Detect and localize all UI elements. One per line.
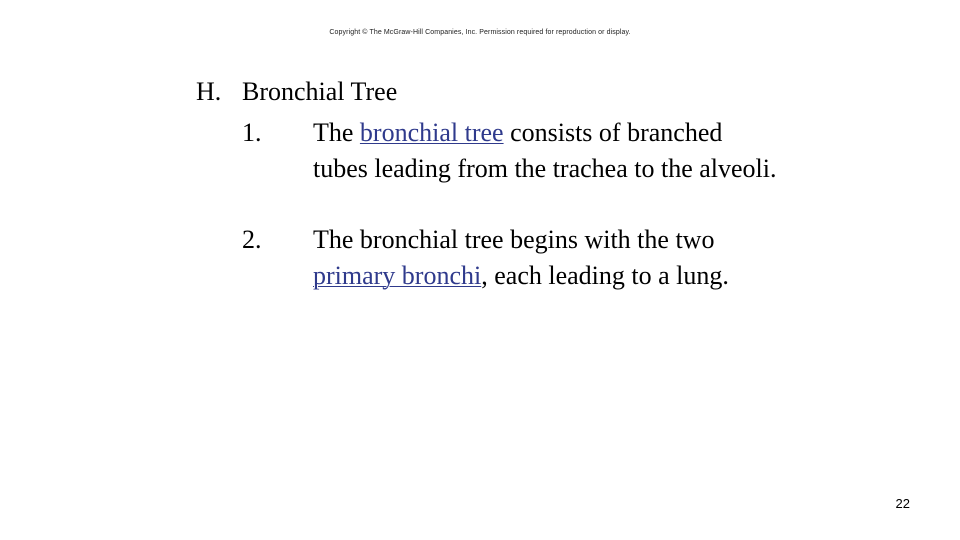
term-link-bronchial-tree[interactable]: bronchial tree xyxy=(359,118,504,147)
section-letter: H. xyxy=(196,77,222,106)
section-title: Bronchial Tree xyxy=(242,77,398,106)
page-number: 22 xyxy=(895,496,910,511)
list-item-number: 2. xyxy=(242,225,262,254)
list-item-number: 1. xyxy=(242,118,262,147)
list-item-text xyxy=(313,222,783,294)
section-heading xyxy=(196,74,397,110)
text-segment: The xyxy=(313,118,360,147)
list-item-text xyxy=(313,115,783,187)
text-segment: The bronchial tree begins with the two xyxy=(313,225,715,254)
term-link-primary-bronchi[interactable]: primary bronchi xyxy=(313,261,482,290)
text-segment: , each leading to a lung. xyxy=(481,261,729,290)
text-segment: consists of branched tubes leading from the trachea to the alveoli. xyxy=(313,118,777,183)
copyright-notice: Copyright © The McGraw-Hill Companies, Inc. Permission required for reproduction or display. xyxy=(329,29,631,36)
